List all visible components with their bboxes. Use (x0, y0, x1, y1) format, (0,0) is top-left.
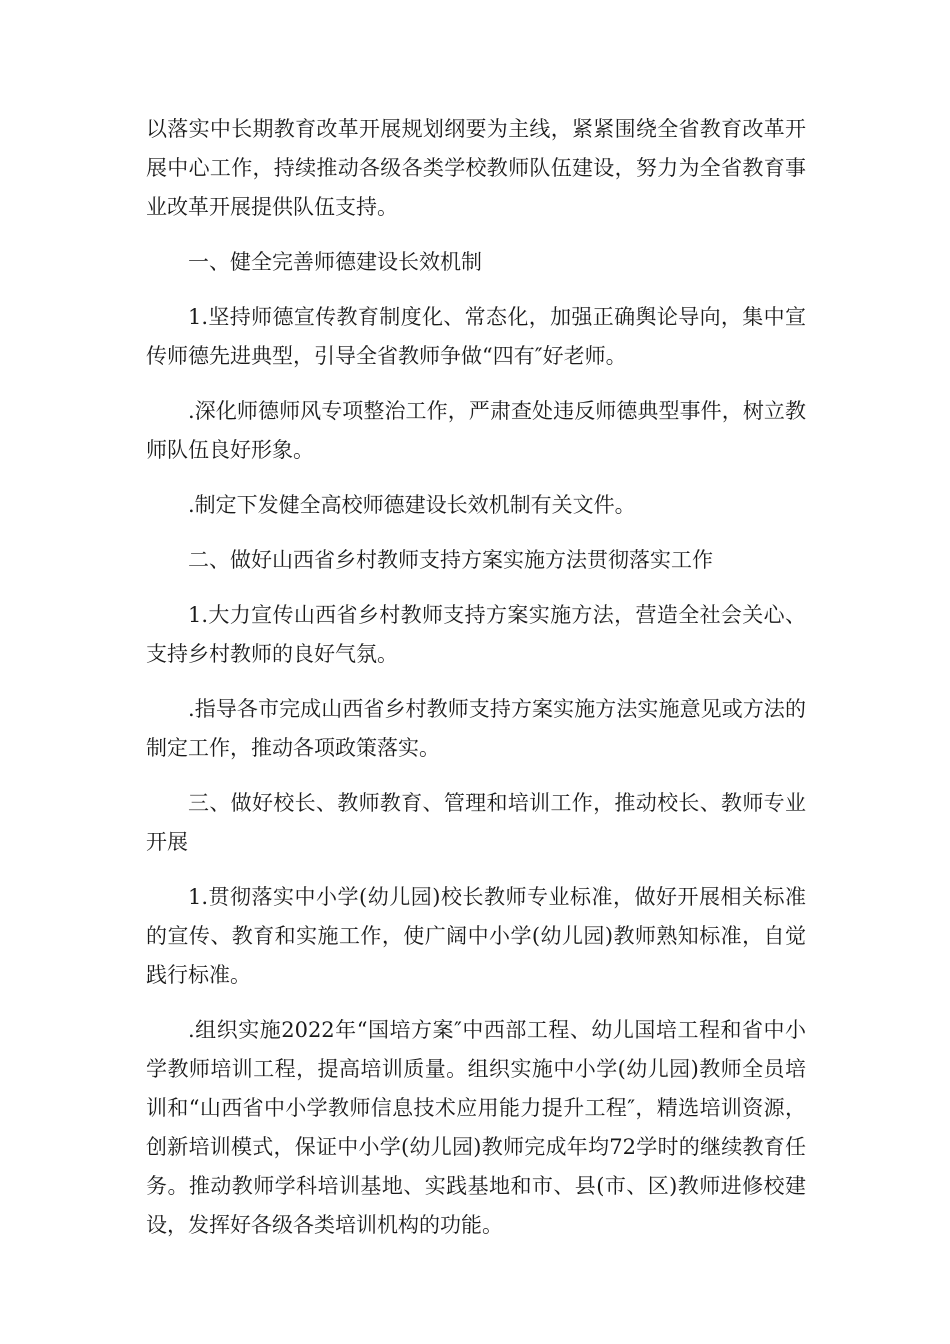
paragraph-intro: 以落实中长期教育改革开展规划纲要为主线，紧紧围绕全省教育改革开展中心工作，持续推动各级各类学校教师队伍建设，努力为全省教育事业改革开展提供队伍支持。 (146, 117, 806, 219)
paragraph-3-1: 1.贯彻落实中小学(幼儿园)校长教师专业标准，做好开展相关标准的宣传、教育和实施工作，使广阔中小学(幼儿园)教师熟知标准，自觉践行标准。 (146, 885, 806, 987)
section-heading-1: 一、健全完善师德建设长效机制 (188, 250, 482, 274)
paragraph-1-3: .制定下发健全高校师德建设长效机制有关文件。 (188, 493, 636, 517)
paragraph-2-1: 1.大力宣传山西省乡村教师支持方案实施方法，营造全社会关心、支持乡村教师的良好气氛。 (146, 603, 806, 666)
document-body (146, 110, 806, 1261)
paragraph-1-1: 1.坚持师德宣传教育制度化、常态化，加强正确舆论导向，集中宣传师德先进典型，引导全省教师争做“四有″好老师。 (146, 305, 806, 368)
paragraph-1-2: .深化师德师风专项整治工作，严肃查处违反师德典型事件，树立教师队伍良好形象。 (146, 399, 806, 462)
paragraph-2-2: .指导各市完成山西省乡村教师支持方案实施方法实施意见或方法的制定工作，推动各项政策落实。 (146, 697, 806, 760)
section-heading-2: 二、做好山西省乡村教师支持方案实施方法贯彻落实工作 (188, 548, 713, 572)
paragraph-3-2: .组织实施2022年“国培方案″中西部工程、幼儿国培工程和省中小学教师培训工程，提高培训质量。组织实施中小学(幼儿园)教师全员培训和“山西省中小学教师信息技术应用能力提升工程″，精选培训资源，创新培训模式，保证中小学(幼儿园)教师完成年均72学时的继续教育任务。推动教师学科培训基地、实践基地和市、县(市、区)教师进修校建设，发挥好各级各类培训机构的功能。 (146, 1018, 806, 1237)
section-heading-3: 三、做好校长、教师教育、管理和培训工作，推动校长、教师专业开展 (146, 791, 806, 854)
